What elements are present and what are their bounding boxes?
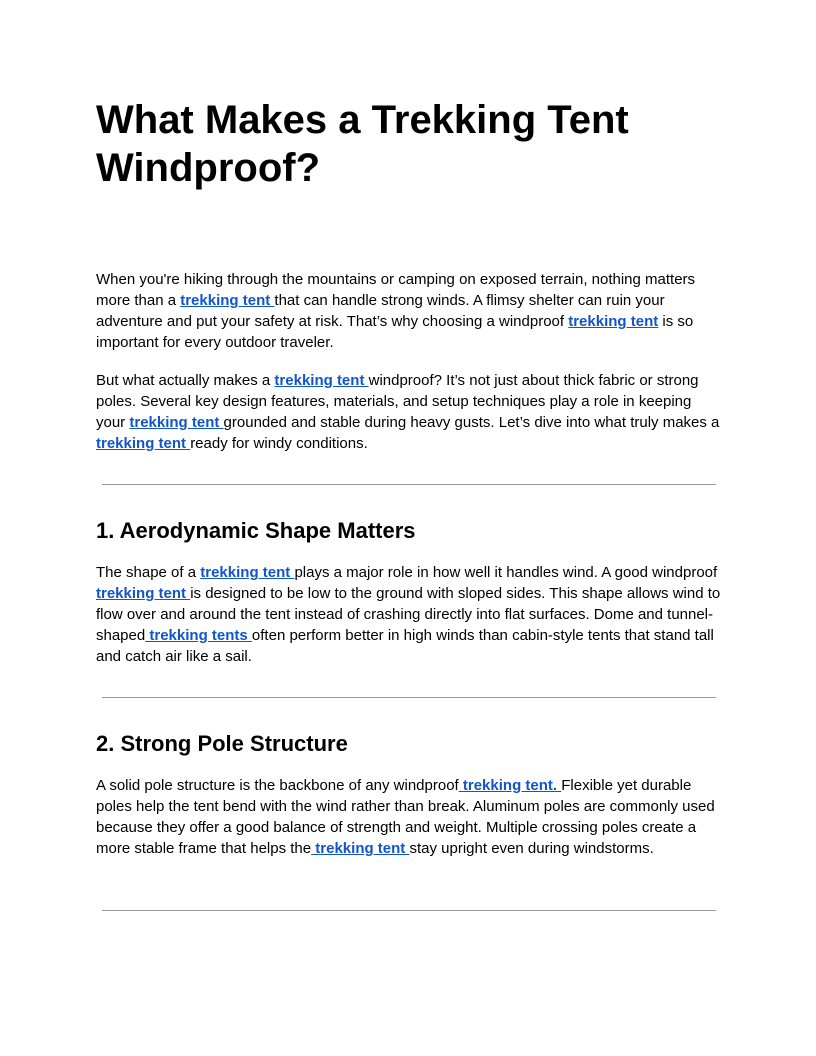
page-title: What Makes a Trekking Tent Windproof? [96,98,629,190]
text: ready for windy conditions. [190,435,368,452]
text: is so important for every outdoor traveler. [96,313,694,351]
section-2-paragraph [96,775,722,859]
text: is designed to be low to the ground with sloped sides. This shape allows wind to flow over and around the tent instead of crashing directly into flat surfaces. Dome and tunnel-shaped [96,585,721,644]
text: that can handle strong winds. A flimsy shelter can ruin your adventure and put your safety at risk. That’s why choosing a windproof [96,292,665,330]
section-heading-1: 1. Aerodynamic Shape Matters [96,518,416,543]
text: When you're hiking through the mountains or camping on exposed terrain, nothing matters more than a [96,271,696,309]
trekking-tent-link[interactable]: trekking tent [96,585,191,602]
text: plays a major role in how well it handles wind. A good windproof [294,564,718,581]
trekking-tent-link[interactable]: trekking tent [129,414,224,431]
trekking-tent-link[interactable]: trekking tent [180,292,275,309]
section-1-paragraph [96,562,722,667]
divider [102,697,716,698]
text: windproof? It’s not just about thick fabric or strong poles. Several key design features, materials, and setup techniques play a role in keeping your [96,372,699,431]
text: The shape of a [96,564,201,581]
trekking-tents-link[interactable]: trekking tents [145,627,252,644]
trekking-tent-link[interactable]: trekking tent [200,564,295,581]
intro-paragraph-1 [96,269,722,353]
divider [102,910,716,911]
text: Flexible yet durable poles help the tent bend with the wind rather than break. Aluminum poles are commonly used because they offer a good balance of strength and weight. Multiple crossing poles create a more stable frame that helps the [96,777,715,857]
text: often perform better in high winds than cabin-style tents that stand tall and catch air like a sail. [96,627,714,665]
text: grounded and stable during heavy gusts. Let’s dive into what truly makes a [223,414,720,431]
trekking-tent-link[interactable]: trekking tent [274,372,369,389]
trekking-tent-link[interactable]: trekking tent [311,840,410,857]
divider [102,484,716,485]
text: A solid pole structure is the backbone of any windproof [96,777,459,794]
trekking-tent-link[interactable]: trekking tent. [458,777,562,794]
trekking-tent-link[interactable]: trekking tent [568,313,659,330]
text: But what actually makes a [96,372,275,389]
text: stay upright even during windstorms. [409,840,654,857]
intro-paragraph-2 [96,370,722,454]
section-heading-2: 2. Strong Pole Structure [96,731,348,756]
trekking-tent-link[interactable]: trekking tent [96,435,191,452]
